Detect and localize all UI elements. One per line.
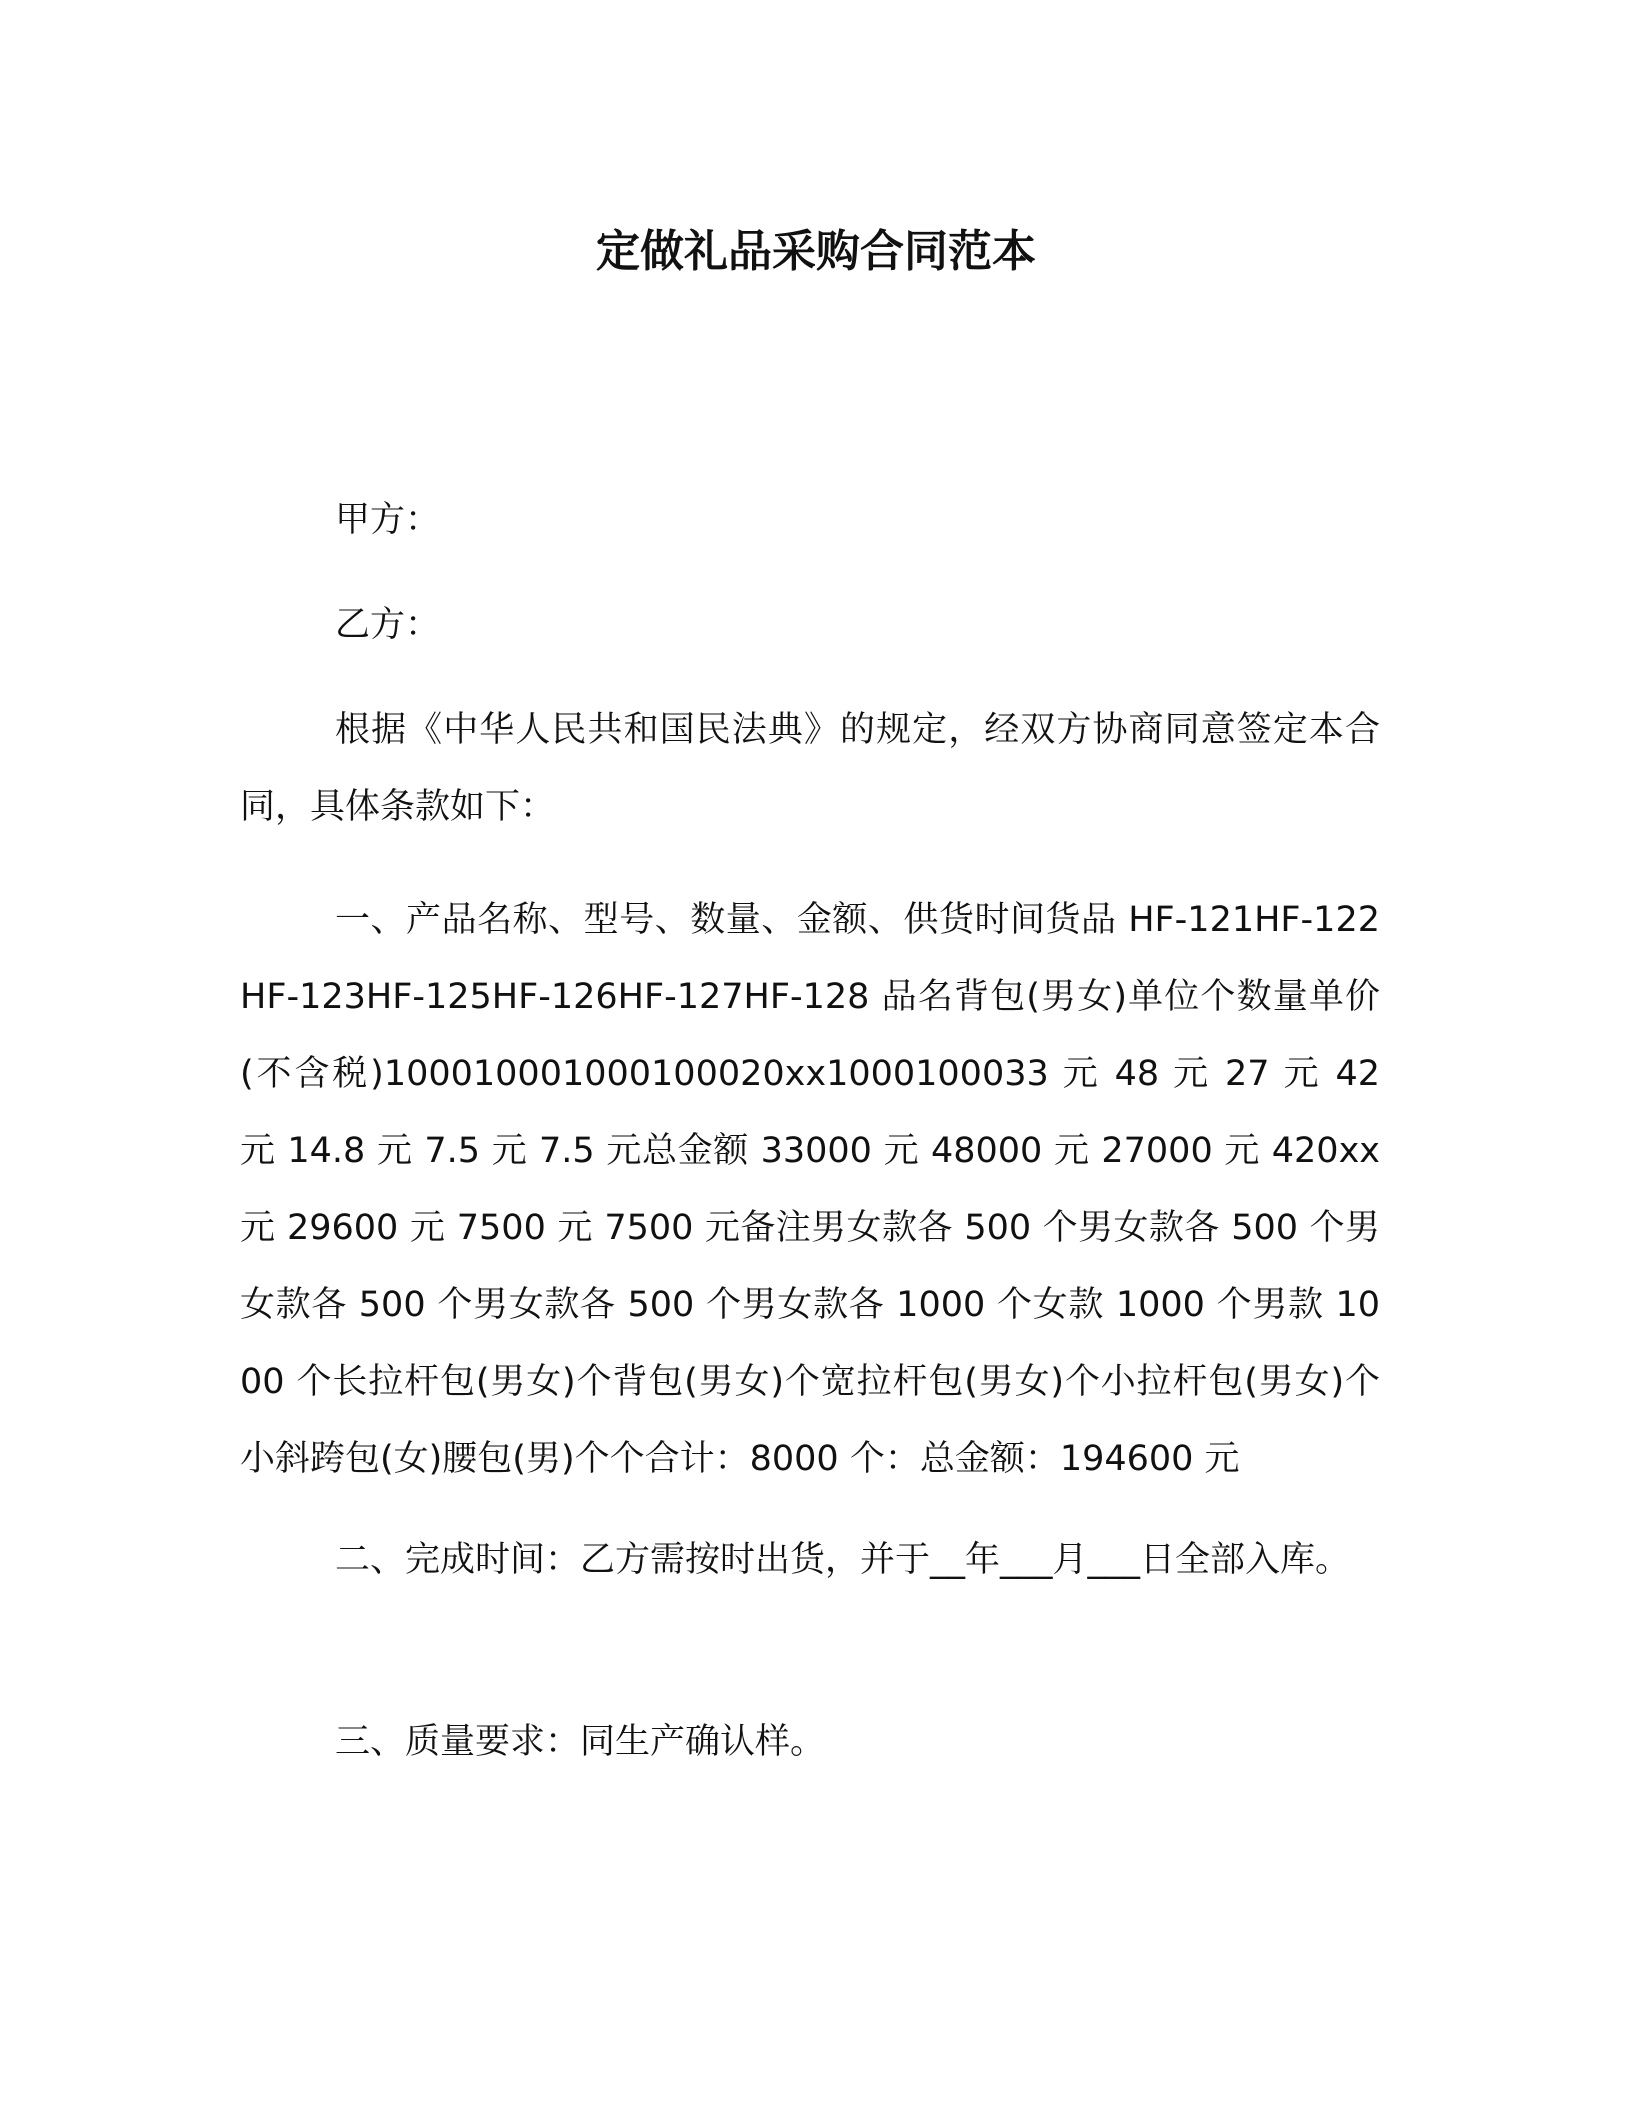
document-title: 定做礼品采购合同范本 [596, 226, 1036, 277]
clause-2-completion-time-paragraph: 二、完成时间：乙方需按时出货，并于__年___月___日全部入库。 [335, 1540, 1351, 1580]
party-b-line: 乙方： [335, 605, 441, 645]
clause-3-quality-paragraph: 三、质量要求：同生产确认样。 [335, 1722, 826, 1762]
party-a-line: 甲方： [335, 500, 441, 540]
preamble-paragraph: 根据《中华人民共和国民法典》的规定，经双方协商同意签定本合同，具体条款如下： [240, 710, 1380, 827]
clause-1-products-paragraph: 一、产品名称、型号、数量、金额、供货时间货品 HF-121HF-122HF-123HF-125HF-126HF-127HF-128 品名背包(男女)单位个数量单价(不含税)100010001000100020xx1000100033 元 48 元 27 元 42 元 14.8 元 7.5 元 7.5 元总金额 33000 元 48000 元 27000 元 420xx 元 29600 元 7500 元 7500 元备注男女款各 500 个男女款各 500 个男女款各 500 个男女款各 500 个男女款各 1000 个女款 1000 个男款 1000 个长拉杆包(男女)个背包(男女)个宽拉杆包(男女)个小拉杆包(男女)个小斜跨包(女)腰包(男)个个合计：8000 个：总金额：194600 元 [240, 900, 1380, 1479]
